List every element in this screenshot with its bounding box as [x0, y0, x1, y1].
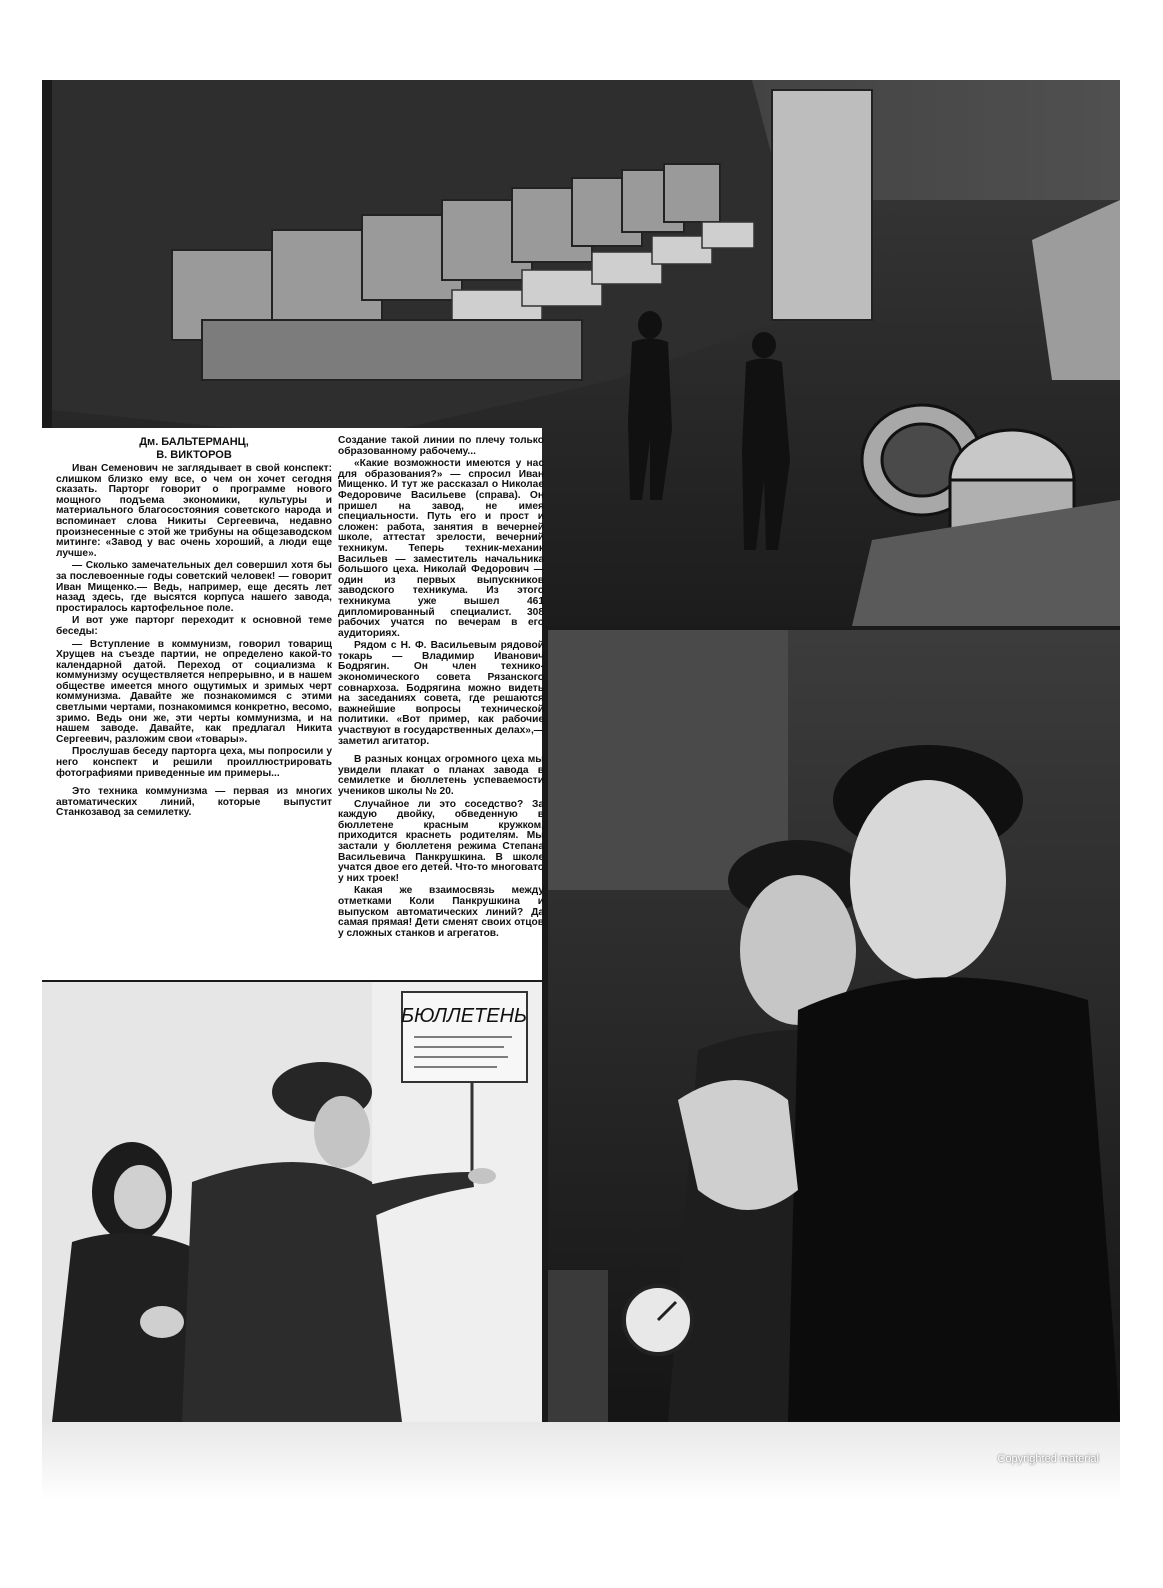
article-text-block: [42, 428, 542, 980]
paragraph: Рядом с Н. Ф. Васильевым рядовой токарь — Владимир Иванович Бодрягин. Он член технико-экономического совета Рязанского совнархоза. Бодрягина можно видеть на заседаниях совета, где решаются важнейшие вопросы технической политики. «Вот пример, как рабочие участвуют в государственных делах»,— заметил агитатор.: [338, 640, 544, 747]
author-2: В. ВИКТОРОВ: [156, 449, 232, 461]
paragraph: В разных концах огромного цеха мы увидели плакат о планах завода в семилетке и бюллетень успеваемости учеников школы № 20.: [338, 754, 544, 797]
paragraph: Какая же взаимосвязь между отметками Коли Панкрушкина и выпуском автоматических линий? Да самая прямая! Дети сменят своих отцов у сложных станков и агрегатов.: [338, 885, 544, 939]
paragraph: Случайное ли это соседство? За каждую двойку, обведенную в бюллетене красным кружком, приходится краснеть родителям. Мы застали у бюллетеня режима Степана Васильевича Панкрушкина. В школе учатся двое его детей. Что-то многовато у них троек!: [338, 798, 544, 884]
paragraph: — Сколько замечательных дел совершил хотя бы за послевоенные годы советский человек! — говорит Иван Мищенко.— Ведь, например, еще десять лет назад здесь, где высятся корпуса нашего завода, простиралось картофельное поле.: [56, 560, 332, 614]
bulletin-board-photo: [42, 982, 542, 1422]
article-right-column: [338, 436, 544, 939]
author-1: Дм. БАЛЬТЕРМАНЦ,: [139, 436, 249, 448]
page-bottom-edge: [42, 1422, 1120, 1502]
paragraph: — Вступление в коммунизм, говорил товарищ Хрущев на съезде партии, не определено какой-то календарной датой. Переход от социализма к коммунизму осуществляется непрерывно, и в нашем обществе имеется много ощутимых и зримых черт коммунизма. Давайте же познакомимся с этими светлыми чертами, познакомимся конкретно, весомо, зримо. Ведь они же, эти черты коммунизма, и на нашем заводе. Давайте, как предлагал Никита Сергеевич, разложим свои «товары».: [56, 638, 332, 745]
paragraph: «Какие возможности имеются у нас для образования?» — спросил Иван Мищенко. И тут же рассказал о Николае Федоровиче Васильеве (справа). Он пришел на завод, не имея специальности. Путь его и прост и сложен: работа, занятия в вечерней школе, аттестат зрелости, вечерний техникум. Теперь техник-механик Васильев — заместитель начальника большого цеха. Николай Федорович — один из первых выпускников заводского техникума. Из этого техникума уже вышел 461 дипломированный специалист. 308 рабочих учатся по вечерам в его аудиториях.: [338, 458, 544, 639]
bulletin-board-illustration: [42, 982, 542, 1422]
paragraph: Иван Семенович не заглядывает в свой конспект: слишком близко ему все, о чем он хочет сегодня сказать. Парторг говорит о программе нового мощного подъема экономики, культуры и материального благосостояния советского народа и вспоминает слова Никиты Сергеевича, недавно произнесенные с этой же трибуны на общезаводском митинге: «Завод у вас очень хороший, а люди еще лучше».: [56, 463, 332, 559]
article-left-column: [56, 436, 332, 819]
paragraph: Это техника коммунизма — первая из многих автоматических линий, которые выпустит Станкозавод за семилетку.: [56, 786, 332, 819]
workers-portrait-photo: [548, 630, 1120, 1422]
poster-title: БЮЛЛЕТЕНЬ: [400, 1005, 528, 1027]
paragraph: Создание такой линии по плечу только образованному рабочему...: [338, 435, 544, 457]
byline: [56, 436, 332, 462]
workers-portrait-illustration: [548, 630, 1120, 1422]
paragraph: И вот уже парторг переходит к основной теме беседы:: [56, 615, 332, 637]
paragraph: Прослушав беседу парторга цеха, мы попросили у него конспект и решили проиллюстрировать фотографиями приведенные им примеры...: [56, 746, 332, 779]
copyright-notice: Copyrighted material: [997, 1453, 1099, 1465]
